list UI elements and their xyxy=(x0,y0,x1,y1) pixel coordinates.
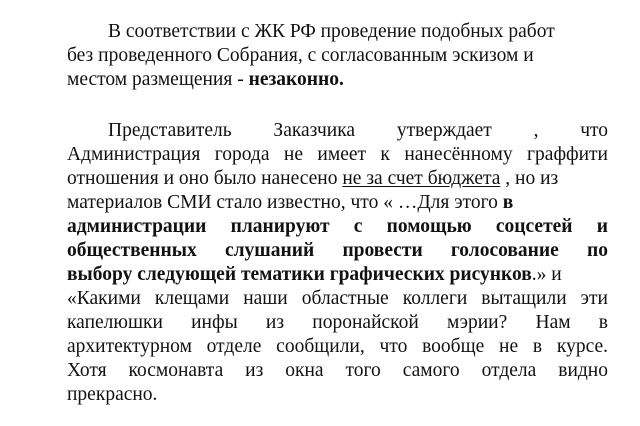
paragraph2-line-8 xyxy=(67,287,608,311)
bold-text: общественных слушаний провести голосование по xyxy=(67,240,608,261)
text: .» и xyxy=(531,264,562,285)
paragraph2-line-12 xyxy=(67,383,608,407)
paragraph2-line-7 xyxy=(67,263,608,287)
text: , но из xyxy=(500,168,559,189)
text: отношения и оно было нанесено xyxy=(67,168,343,189)
word: Заказчика xyxy=(273,120,356,141)
bold-text: выбору следующей тематики графических рисунков xyxy=(67,264,532,285)
paragraph2-line-10 xyxy=(67,335,608,359)
paragraph2-line-11 xyxy=(67,359,608,383)
word: утверждает xyxy=(396,120,492,141)
paragraph2-line-1 xyxy=(108,119,608,143)
text: прекрасно. xyxy=(67,384,158,405)
text: местом размещения - xyxy=(67,69,249,90)
bold-text: администрации планируют с помощью соцсетей и xyxy=(67,216,608,237)
word: , xyxy=(533,120,539,141)
text: Хотя космонавта из окна того самого отдела видно xyxy=(67,360,608,381)
paragraph2-line-2 xyxy=(67,143,608,167)
paragraph2-line-3 xyxy=(67,167,608,191)
text: «Какими клещами наши областные коллеги вытащили эти xyxy=(67,288,608,309)
text: капелюшки инфы из поронайской мэрии? Нам в xyxy=(67,312,608,333)
paragraph2-line-4 xyxy=(67,191,608,215)
paragraph2-line-5 xyxy=(67,215,608,239)
word: что xyxy=(580,120,609,141)
paragraph1-line-3 xyxy=(67,68,608,92)
paragraph2-line-6 xyxy=(67,239,608,263)
paragraph2-line-9 xyxy=(67,311,608,335)
paragraph1-line-1 xyxy=(108,20,608,44)
bold-text: в xyxy=(502,192,514,213)
text: архитектурном отделе сообщили, что вообще не в курсе. xyxy=(67,336,608,357)
bold-text: незаконно. xyxy=(248,69,344,90)
word: Представитель xyxy=(108,120,232,141)
paragraph1-line-2 xyxy=(67,44,608,68)
text: В соответствии с ЖК РФ проведение подобных работ xyxy=(108,21,555,42)
text: без проведенного Собрания, с согласованным эскизом и xyxy=(67,45,534,66)
underlined-text: не за счет бюджета xyxy=(342,168,501,189)
text: Администрация города не имеет к нанесённому граффити xyxy=(67,144,608,165)
text: материалов СМИ стало известно, что « …Для этого xyxy=(67,192,503,213)
